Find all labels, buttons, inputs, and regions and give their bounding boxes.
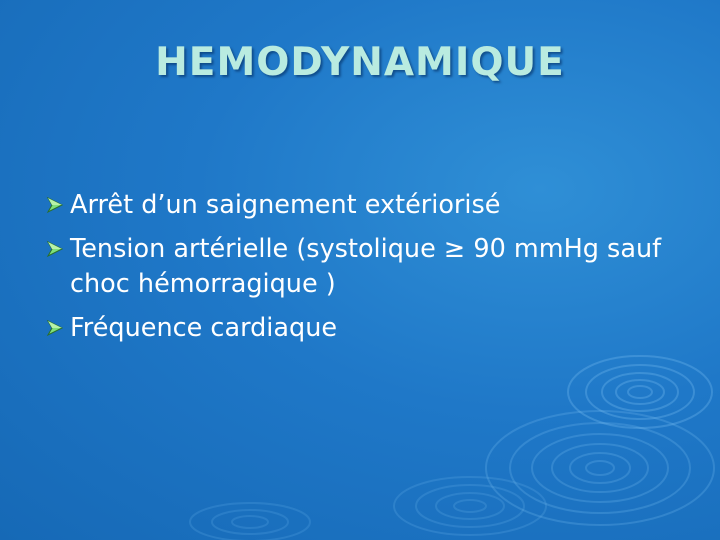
arrow-bullet-icon — [46, 240, 64, 258]
bullet-item — [46, 188, 706, 223]
bullet-text: Tension artérielle (systolique ≥ 90 mmHg sauf choc hémorragique ) — [70, 234, 662, 299]
arrow-bullet-icon — [46, 319, 64, 337]
slide-title: HEMODYNAMIQUE — [155, 40, 565, 85]
bullet-item — [46, 311, 706, 346]
bullet-text: Fréquence cardiaque — [70, 313, 338, 343]
bullet-list — [46, 188, 706, 355]
arrow-bullet-icon — [46, 196, 64, 214]
bullet-item — [46, 232, 706, 302]
bullet-text: Arrêt d’un saignement extériorisé — [70, 190, 501, 220]
